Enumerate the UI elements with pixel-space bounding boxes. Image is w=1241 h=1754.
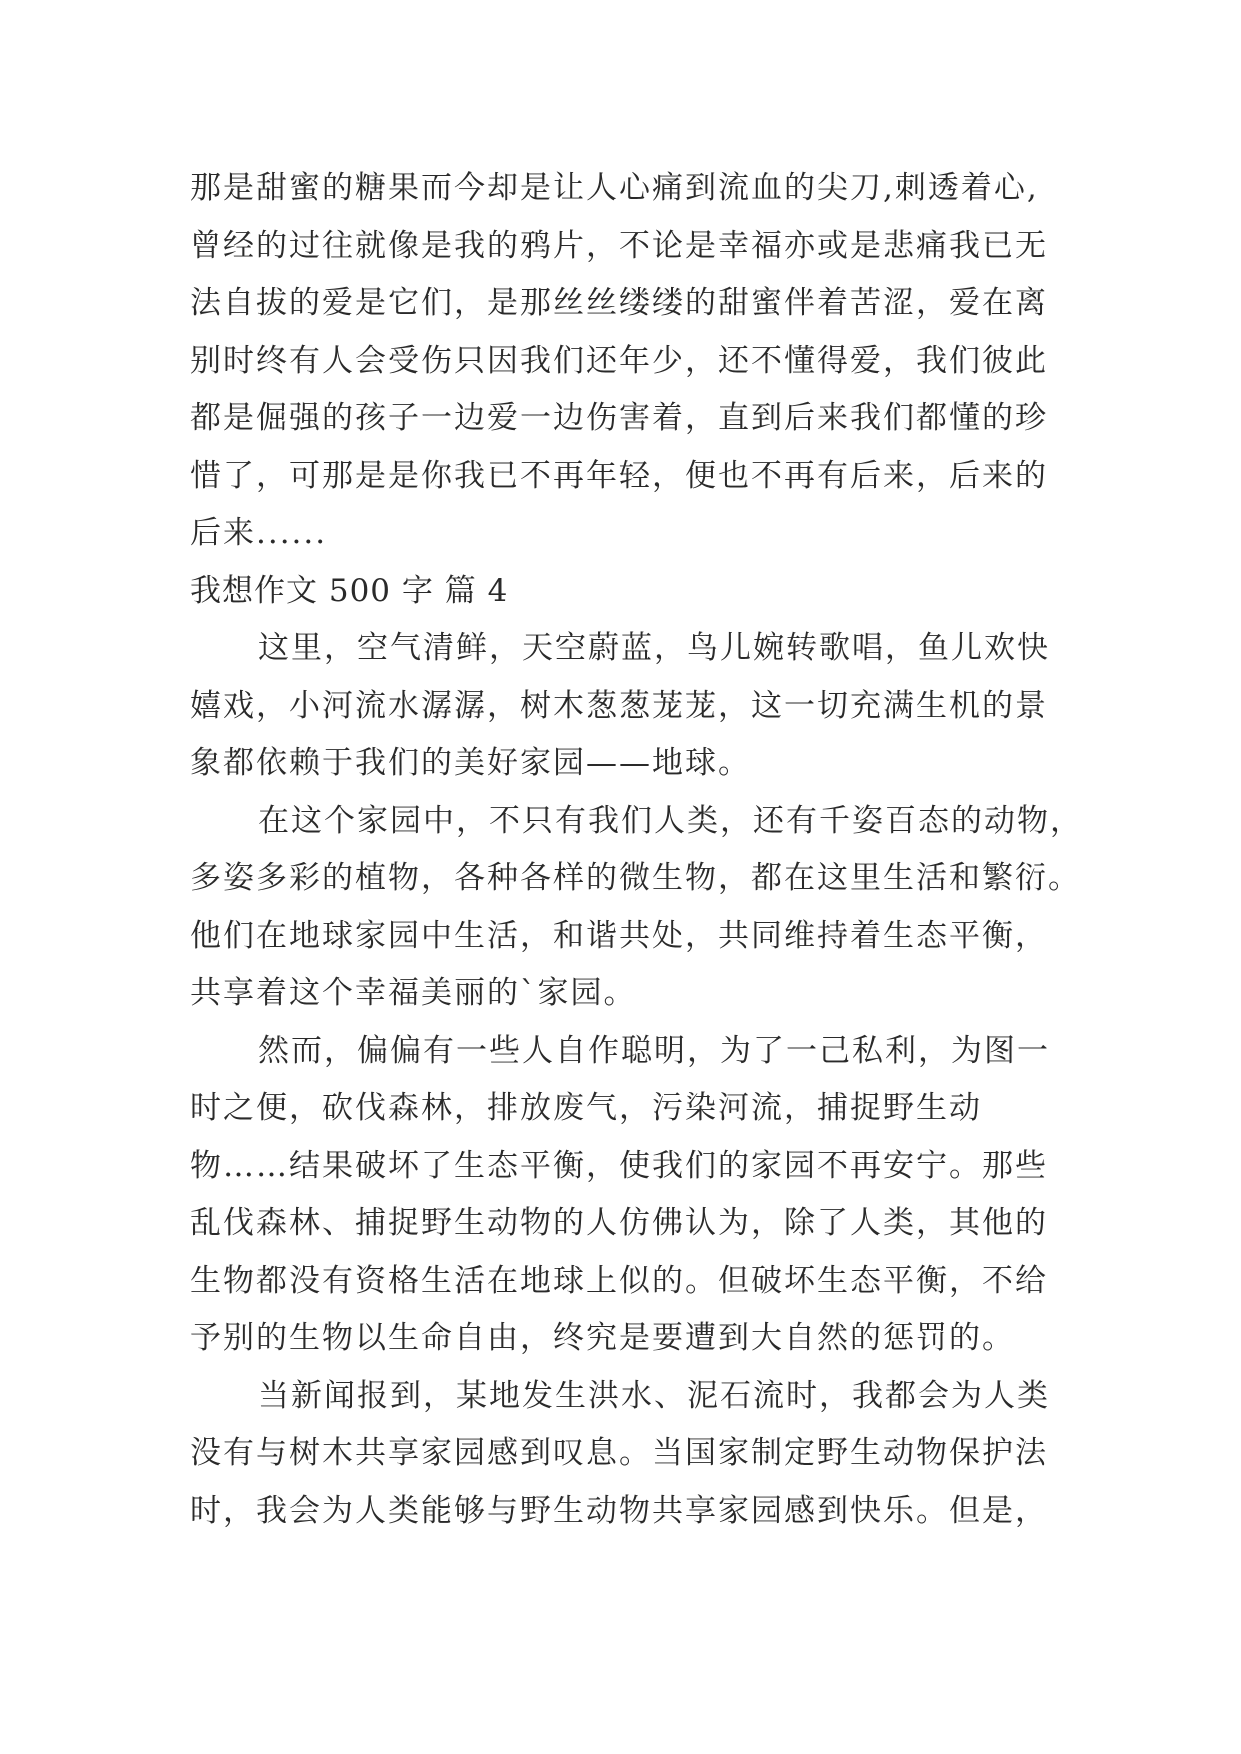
text-line: 后来...... [190,515,328,551]
paragraph-first-line: 在这个家园中，不只有我们人类，还有千姿百态的动物， [258,802,1083,839]
text-line: 别时终有人会受伤只因我们还年少，还不懂得爱，我们彼此 [190,342,1048,379]
text-line: 惜了，可那是是你我已不再年轻，便也不再有后来，后来的 [190,457,1048,494]
text-line: 他们在地球家园中生活，和谐共处，共同维持着生态平衡， [190,917,1048,954]
text-line: 生物都没有资格生活在地球上似的。但破坏生态平衡，不给 [190,1262,1048,1299]
text-line: 乱伐森林、捕捉野生动物的人仿佛认为，除了人类，其他的 [190,1205,1048,1241]
text-line: 予别的生物以生命自由，终究是要遭到大自然的惩罚的。 [190,1320,1015,1356]
text-line: 共享着这个幸福美丽的`家园。 [190,975,637,1011]
text-line: 都是倔强的孩子一边爱一边伤害着，直到后来我们都懂的珍 [190,400,1048,436]
text-line: 没有与树木共享家园感到叹息。当国家制定野生动物保护法 [190,1435,1048,1471]
paragraph-first-line: 然而，偏偏有一些人自作聪明，为了一己私利，为图一 [258,1032,1050,1069]
text-line: 物……结果破坏了生态平衡，使我们的家园不再安宁。那些 [190,1147,1048,1184]
text-line: 嬉戏，小河流水潺潺，树木葱葱茏茏，这一切充满生机的景 [190,687,1048,724]
section-heading: 我想作文 500 字 篇 4 [190,572,509,609]
text-line: 法自拔的爱是它们，是那丝丝缕缕的甜蜜伴着苦涩，爱在离 [190,285,1048,321]
text-line: 多姿多彩的植物，各种各样的微生物，都在这里生活和繁衍。 [190,860,1081,896]
text-line: 曾经的过往就像是我的鸦片，不论是幸福亦或是悲痛我已无 [190,227,1048,264]
paragraph-first-line: 这里，空气清鲜，天空蔚蓝，鸟儿婉转歌唱，鱼儿欢快 [258,630,1050,666]
text-line: 时之便，砍伐森林，排放废气，污染河流，捕捉野生动 [190,1090,982,1126]
text-line: 那是甜蜜的糖果而今却是让人心痛到流血的尖刀,刺透着心, [190,170,1039,206]
paragraph-first-line: 当新闻报到，某地发生洪水、泥石流时，我都会为人类 [258,1377,1050,1414]
text-line: 时，我会为人类能够与野生动物共享家园感到快乐。但是， [190,1492,1048,1529]
document-body [190,160,1090,1540]
text-line: 象都依赖于我们的美好家园——地球。 [190,745,751,781]
